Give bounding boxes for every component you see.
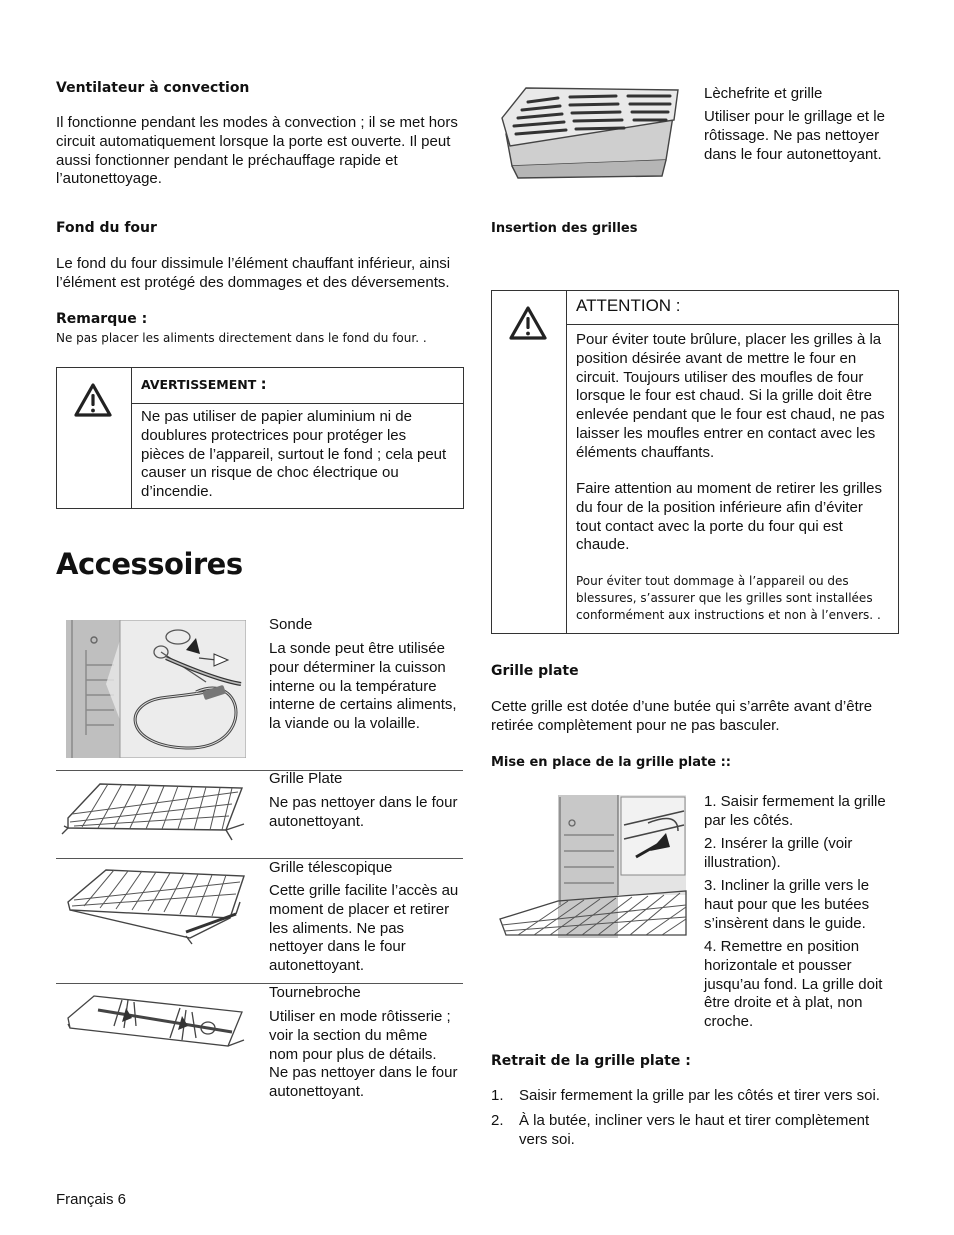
accessory-tournebroche-name: Tournebroche <box>269 984 361 1001</box>
mise-en-place-step-2: 2. Insérer la grille (voir illustration). <box>704 835 853 871</box>
fond-title: Fond du four <box>56 220 157 236</box>
fond-text: Le fond du four dissimule l’élément chauffant inférieur, ainsi l’élément est protégé des dommages et des déversements. <box>56 255 451 291</box>
retrait-title: Retrait de la grille plate : <box>491 1053 691 1069</box>
remarque-title: Remarque : <box>56 311 148 327</box>
list-item: 1. Saisir fermement la grille par les côtés et tirer vers soi. <box>491 1087 880 1104</box>
telescopic-rack-illustration <box>60 862 250 946</box>
page-footer: Français 6 <box>56 1191 127 1208</box>
attention-paragraph-1: Pour éviter toute brûlure, placer les grilles à la position désirée avant de mettre le four en circuit. Toujours utiliser des moufles de four lorsque le four est chaud. Si la grille doit être enlevée pendant que le four est chaud, ne pas laisser les moufles entrer en contact avec les éléments chauffants. <box>576 331 885 461</box>
mise-en-place-step-4: 4. Remettre en position horizontale et pousser jusqu’au fond. La grille doit être droite et à plat, non croche. <box>704 938 883 1031</box>
warning-triangle-icon <box>508 305 548 341</box>
mise-en-place-title: Mise en place de la grille plate :: <box>491 755 731 770</box>
probe-illustration <box>66 620 246 758</box>
broiler-pan-illustration <box>498 84 684 182</box>
attention-box <box>491 290 899 634</box>
broiler-name: Lèchefrite et grille <box>704 85 823 102</box>
remarque-text: Ne pas placer les aliments directement dans le fond du four. . <box>56 331 427 345</box>
list-item: 2. À la butée, incliner vers le haut et tirer complètement vers soi. <box>491 1111 870 1148</box>
accessory-grille-plate-desc: Ne pas nettoyer dans le four autonettoyant. <box>269 794 458 830</box>
accessory-sonde-name: Sonde <box>269 616 313 633</box>
accessory-grille-telescopique-name: Grille télescopique <box>269 859 393 876</box>
convection-text: Il fonctionne pendant les modes à convection ; il se met hors circuit automatiquement lorsque la porte est ouverte. Il peut aussi fonctionner pendant le préchauffage rapide et l’autonettoyage. <box>56 114 458 188</box>
accessoires-heading: Accessoires <box>56 547 243 581</box>
broiler-desc: Utiliser pour le grillage et le rôtissage. Ne pas nettoyer dans le four autonettoyant. <box>704 108 885 163</box>
rack-insertion-illustration <box>498 795 688 938</box>
convection-title: Ventilateur à convection <box>56 80 250 96</box>
divider <box>56 983 463 984</box>
rotisserie-illustration <box>62 986 248 1066</box>
grille-plate-text: Cette grille est dotée d’une butée qui s’arrête avant d’être retirée complètement pour ne pas basculer. <box>491 698 873 734</box>
accessory-sonde-desc: La sonde peut être utilisée pour déterminer la cuisson interne ou la température interne de certains aliments, la viande ou la volaille. <box>269 640 457 733</box>
warning-title: AVERTISSEMENT : <box>141 375 267 393</box>
warning-text: Ne pas utiliser de papier aluminium ni de doublures protectrices pour protéger les pièces de l’appareil, surtout le fond ; cela peut causer un risque de choc électrique ou d’incendie. <box>141 408 447 501</box>
flat-rack-illustration <box>60 778 250 852</box>
grille-plate-title: Grille plate <box>491 663 579 679</box>
attention-paragraph-3: Pour éviter tout dommage à l’appareil ou des blessures, s’assurer que les grilles sont installées conformément aux instructions et non à l’envers. . <box>576 574 881 622</box>
divider <box>56 770 463 771</box>
attention-title: ATTENTION : <box>576 296 681 315</box>
insertion-title: Insertion des grilles <box>491 221 638 236</box>
retrait-steps <box>491 1087 901 1155</box>
warning-triangle-icon <box>73 382 113 418</box>
divider <box>56 858 463 859</box>
accessory-grille-plate-name: Grille Plate <box>269 770 343 787</box>
attention-paragraph-2: Faire attention au moment de retirer les grilles du four de la position inférieure afin d’éviter tout contact avec la porte du four qui est chaude. <box>576 480 882 554</box>
warning-box <box>56 367 464 509</box>
mise-en-place-step-1: 1. Saisir fermement la grille par les côtés. <box>704 793 886 829</box>
accessory-grille-telescopique-desc: Cette grille facilite l’accès au moment de placer et retirer les aliments. Ne pas nettoyer dans le four autonettoyant. <box>269 882 459 975</box>
accessory-tournebroche-desc: Utiliser en mode rôtisserie ; voir la section du même nom pour plus de détails. Ne pas nettoyer dans le four autonettoyant. <box>269 1008 458 1101</box>
mise-en-place-step-3: 3. Incliner la grille vers le haut pour que les butées s’insèrent dans le guide. <box>704 877 870 932</box>
